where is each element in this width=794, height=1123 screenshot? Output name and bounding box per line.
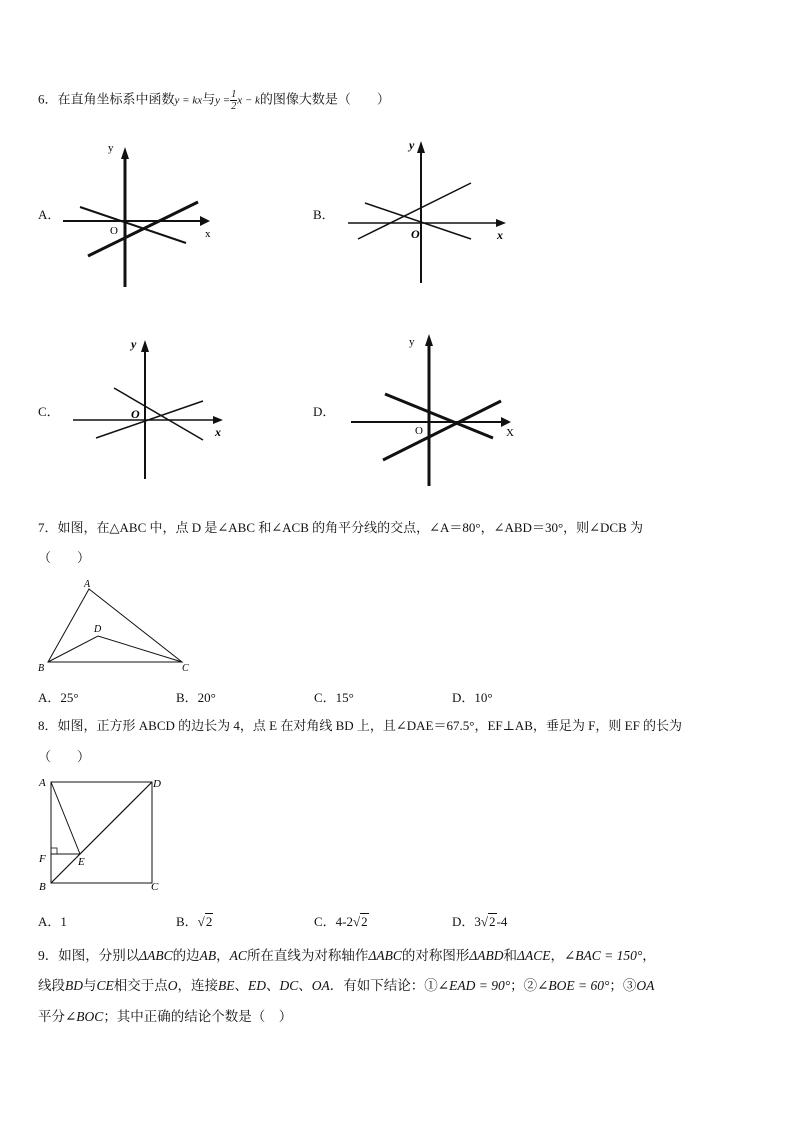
q7-option-d: D．10° <box>452 690 493 705</box>
q7-figure <box>34 576 199 676</box>
q9-l1-i: 的对称图形 <box>401 948 470 963</box>
q6-graph-c-line2 <box>114 388 203 440</box>
q6-graph-d-line1 <box>383 401 501 460</box>
q6-eq2-den: 2 <box>231 101 237 112</box>
q7-label-b: B <box>38 663 45 674</box>
q9-l2-r: ∠BOE = 60° <box>537 978 610 993</box>
q6-eq2-num: 1 <box>231 89 237 100</box>
q8-option-c-label: C．4-2 <box>314 914 354 929</box>
q9-l2-l: DC <box>279 978 299 993</box>
q8-option-c-sqrt: √2 <box>353 914 368 929</box>
q7-option-a: A．25° <box>38 690 79 705</box>
q7-label-c: C <box>182 663 189 674</box>
q9-l1-b: ΔABC <box>139 948 173 963</box>
q8-label-b: B <box>39 881 46 893</box>
q6-graph-b-origin: O <box>411 227 420 241</box>
q9-l2-a: 线段 <box>38 978 65 993</box>
q9-l2-k: 、 <box>266 978 280 993</box>
q6-option-d-label: D． <box>313 404 336 419</box>
q8-stem <box>38 718 682 734</box>
q7-number: 7． <box>38 520 58 535</box>
q6-text-before: 在直角坐标系中函数 <box>57 91 175 107</box>
q8-option-b-sqrt: √2 <box>197 914 213 929</box>
q9-l2-i: 、 <box>234 978 249 993</box>
q8-option-d-tail: -4 <box>496 914 508 929</box>
q6-graph-a-x-label: x <box>205 228 211 240</box>
q6-graph-d-origin: O <box>415 425 423 437</box>
q6-option-a-label: A． <box>38 207 61 222</box>
q9-l2-s: ；③ <box>609 978 637 993</box>
q6-graph-a-origin: O <box>110 225 118 237</box>
q7-option-b: B．20° <box>176 690 216 705</box>
q6-graph-c-origin: O <box>131 407 140 421</box>
q9-l1-k: 和 <box>503 948 518 963</box>
q8-label-a: A <box>39 777 46 789</box>
q9-l2-b: BD <box>65 978 83 993</box>
q8-option-d-label: D．3 <box>452 914 481 929</box>
q9-l1-e: ， <box>216 948 230 963</box>
q8-option-a: A．1 <box>38 914 67 929</box>
q9-number: 9． <box>38 948 59 963</box>
q8-segment-ae <box>51 782 80 854</box>
q9-line-2 <box>38 978 654 994</box>
q8-option-d-radicand: 2 <box>489 914 496 929</box>
q8-label-d: D <box>153 778 161 790</box>
q8-label-f: F <box>39 853 46 865</box>
q6-graph-d-x-label: X <box>506 427 514 439</box>
q6-graph-d-y-label: y <box>409 336 415 348</box>
q8-option-d-sqrt: √2 <box>480 914 496 929</box>
q6-eq2-lhs: y = <box>215 94 231 107</box>
q7-option-c: C．15° <box>314 690 354 705</box>
q6-graph-b-y-label: y <box>409 138 415 152</box>
q9-l1-j: ΔABD <box>469 948 504 963</box>
q6-option-c-label: C． <box>38 404 60 419</box>
q9-l1-h: ΔABC <box>368 948 402 963</box>
q6-graph-d <box>343 330 528 490</box>
q8-option-d <box>452 911 507 930</box>
q9-l2-j: ED <box>248 978 267 993</box>
q9-l1-g: 所在直线为对称轴作 <box>246 948 369 963</box>
q8-option-c-radicand: 2 <box>361 914 368 929</box>
q7-stem <box>38 520 643 536</box>
q9-l2-h: BE <box>218 978 235 993</box>
q7-text: 如图，在△ABC 中，点 D 是∠ABC 和∠ACB 的角平分线的交点，∠A＝80°，∠ABD＝30°，则∠DCB 为 <box>57 520 644 535</box>
q9-l2-c: 与 <box>83 978 97 993</box>
q9-l2-f: O <box>167 978 178 993</box>
q6-stem <box>38 89 390 112</box>
q9-l3-a: 平分 <box>38 1009 65 1024</box>
q7-label-a: A <box>84 579 91 590</box>
q9-l1-l: ΔACE <box>517 948 551 963</box>
q8-right-angle-mark <box>51 848 57 854</box>
q6-graph-c-x-arrow <box>213 416 223 424</box>
q9-line-1 <box>38 948 656 964</box>
q8-figure <box>34 772 169 894</box>
q6-graph-b-x-label: x <box>497 228 503 242</box>
q6-graph-d-y-arrow <box>425 334 433 346</box>
q9-l2-t: OA <box>636 978 655 993</box>
q9-l1-f: AC <box>229 948 247 963</box>
q6-graph-a-y-arrow <box>121 147 129 159</box>
q9-l2-e: 相交于点 <box>113 978 168 993</box>
q6-graph-a-line2 <box>80 207 186 243</box>
q9-l2-m: 、 <box>298 978 312 993</box>
q6-graph-b-y-arrow <box>417 141 425 153</box>
q6-graph-a-x-arrow <box>200 216 210 226</box>
q8-paren: （ ） <box>38 749 91 764</box>
q9-line-3 <box>38 1009 292 1025</box>
q9-l2-o: ．有如下结论：① <box>329 978 438 993</box>
q9-l2-q: ；② <box>510 978 538 993</box>
q9-l2-p: ∠EAD = 90° <box>437 978 511 993</box>
q7-paren: （ ） <box>38 550 91 565</box>
q6-graph-d-x-arrow <box>501 417 511 427</box>
q9-l3-c: ；其中正确的结论个数是（ ） <box>103 1009 293 1024</box>
q9-l1-a: 如图，分别以 <box>58 948 140 963</box>
q6-eq1: y = kx <box>174 94 203 107</box>
q7-bisector-lines <box>48 636 182 662</box>
q9-l2-g: ，连接 <box>177 978 219 993</box>
q6-text-mid: 与 <box>202 91 216 107</box>
q9-l1-c: 的边 <box>172 948 200 963</box>
q9-l2-d: CE <box>96 978 114 993</box>
q9-l1-n: ∠BAC = 150° <box>563 948 643 963</box>
q8-option-b-label: B． <box>176 914 198 929</box>
q6-graph-c-x-label: x <box>215 425 221 439</box>
q8-option-c <box>314 911 369 930</box>
q6-graph-a-y-label: y <box>108 142 114 154</box>
q8-label-c: C <box>151 881 159 893</box>
q9-l1-o: ， <box>642 948 656 963</box>
q6-graph-c <box>68 336 233 484</box>
q6-text-after: 的图像大数是（ ） <box>259 91 390 107</box>
q8-label-e: E <box>78 856 85 868</box>
q6-graph-b-x-arrow <box>496 219 506 227</box>
q8-text: 如图，正方形 ABCD 的边长为 4，点 E 在对角线 BD 上，且∠DAE＝67.5°，EF⊥AB，垂足为 F，则 EF 的长为 <box>57 718 683 733</box>
q6-graph-c-y-arrow <box>141 340 149 352</box>
q9-l3-b: ∠BOC <box>65 1009 104 1024</box>
q8-diagonal-bd <box>51 782 152 883</box>
q6-graph-a <box>58 135 218 290</box>
q6-option-b-label: B． <box>313 207 335 222</box>
q8-option-b-radicand: 2 <box>205 914 213 929</box>
q6-eq2-rhs: x − k <box>237 94 260 107</box>
q6-graph-b <box>343 135 518 290</box>
q8-option-b <box>176 911 213 930</box>
q6-graph-c-y-label: y <box>131 337 137 351</box>
q6-number: 6． <box>38 91 58 107</box>
q9-l1-m: ， <box>550 948 564 963</box>
q8-number: 8． <box>38 718 58 733</box>
q9-l1-d: AB <box>199 948 217 963</box>
q7-label-d: D <box>94 624 102 635</box>
q9-l2-n: OA <box>311 978 330 993</box>
